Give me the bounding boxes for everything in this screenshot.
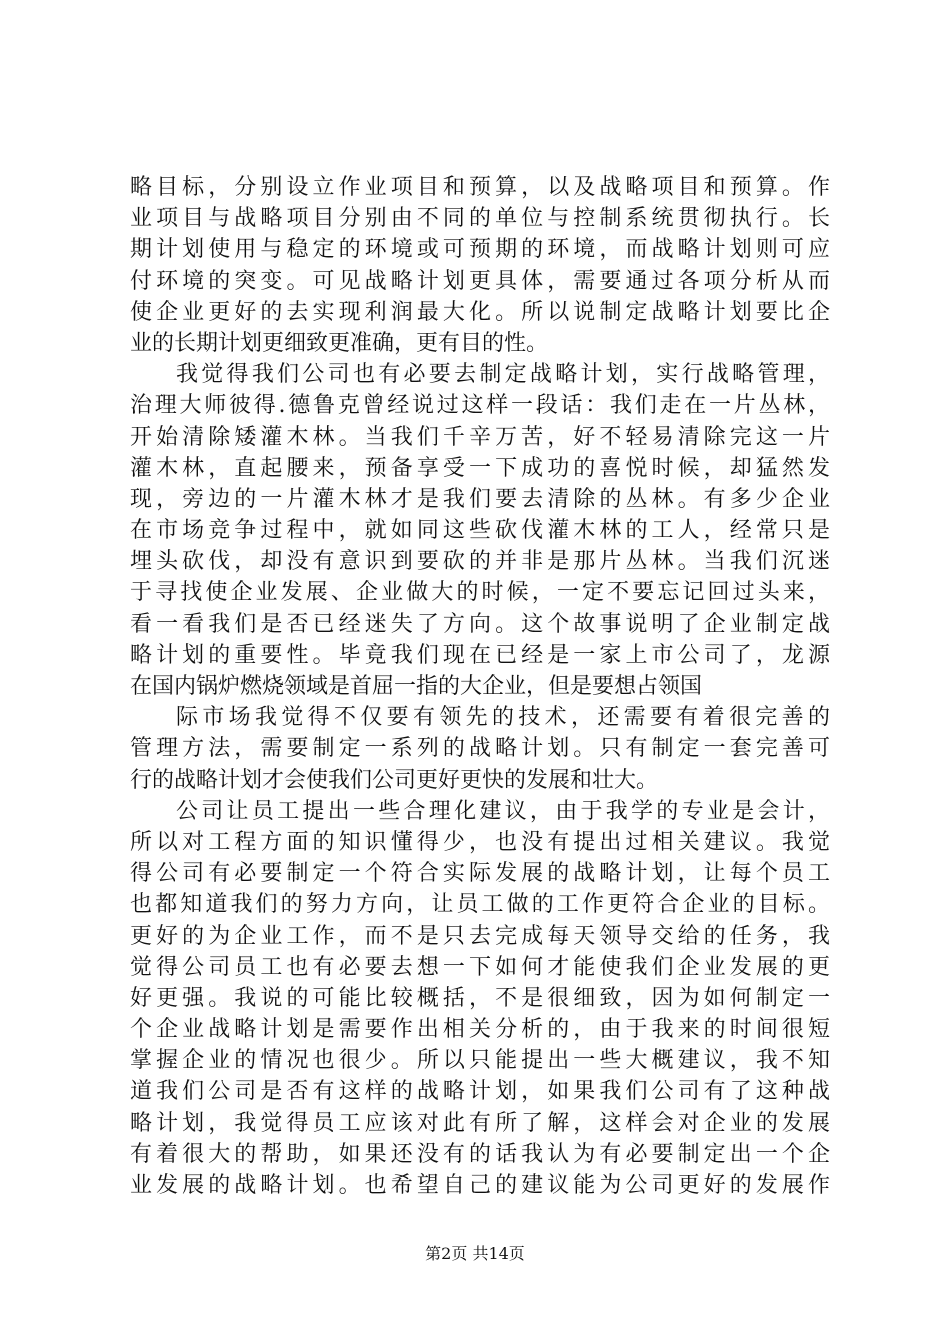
text-line: 略目标，分别设立作业项目和预算，以及战略项目和预算。作 [130,175,830,200]
text-line: 觉得公司员工也有必要去想一下如何才能使我们企业发展的更 [130,954,830,980]
text-line: 更好的为企业工作，而不是只去完成每天领导交给的任务，我 [130,923,830,949]
text-line: 看一看我们是否已经迷失了方向。这个故事说明了企业制定战 [130,611,830,637]
text-line: 公司让员工提出一些合理化建议，由于我学的专业是会计， [176,798,830,824]
text-line: 道我们公司是否有这样的战略计划，如果我们公司有了这种战 [130,1079,830,1105]
text-line: 所以对工程方面的知识懂得少，也没有提出过相关建议。我觉 [130,829,830,855]
text-line: 于寻找使企业发展、企业做大的时候，一定不要忘记回过头来， [130,580,830,606]
text-line: 业项目与战略项目分别由不同的单位与控制系统贯彻执行。长 [130,206,830,232]
page-number-footer: 第2页 共14页 [425,1244,525,1263]
text-line: 管理方法，需要制定一系列的战略计划。只有制定一套完善可 [130,736,830,762]
text-line: 得公司有必要制定一个符合实际发展的战略计划，让每个员工 [130,861,830,887]
text-line: 使企业更好的去实现利润最大化。所以说制定战略计划要比企 [130,299,830,325]
text-line: 灌木林，直起腰来，预备享受一下成功的喜悦时候，却猛然发 [130,455,830,481]
text-line: 业的长期计划更细致更准确，更有目的性。 [130,330,549,356]
text-line: 开始清除矮灌木林。当我们千辛万苦，好不轻易清除完这一片 [130,424,830,450]
text-line: 业发展的战略计划。也希望自己的建议能为公司更好的发展作 [130,1173,830,1198]
text-line: 略计划，我觉得员工应该对此有所了解，这样会对企业的发展 [130,1110,830,1136]
text-line: 我觉得我们公司也有必要去制定战略计划，实行战略管理， [176,362,830,388]
text-line: 现，旁边的一片灌木林才是我们要去清除的丛林。有多少企业 [130,486,830,512]
text-line: 期计划使用与稳定的环境或可预期的环境，而战略计划则可应 [130,237,830,263]
text-line: 有着很大的帮助，如果还没有的话我认为有必要制定出一个企 [130,1141,830,1167]
text-line: 埋头砍伐，却没有意识到要砍的并非是那片丛林。当我们沉迷 [130,549,830,575]
text-line: 略计划的重要性。毕竟我们现在已经是一家上市公司了，龙源 [130,642,830,668]
body-text [130,172,830,1201]
text-line: 在市场竞争过程中，就如同这些砍伐灌木林的工人，经常只是 [130,518,830,544]
text-line: 掌握企业的情况也很少。所以只能提出一些大概建议，我不知 [130,1048,830,1074]
text-line: 个企业战略计划是需要作出相关分析的，由于我来的时间很短 [130,1017,830,1043]
text-line: 行的战略计划才会使我们公司更好更快的发展和壮大。 [130,767,659,793]
text-line: 治理大师彼得.德鲁克曾经说过这样一段话：我们走在一片丛林， [130,393,830,419]
text-line: 好更强。我说的可能比较概括，不是很细致，因为如何制定一 [130,985,830,1011]
text-line: 付环境的突变。可见战略计划更具体，需要通过各项分析从而 [130,268,830,294]
text-line: 际市场我觉得不仅要有领先的技术，还需要有着很完善的 [176,705,830,731]
text-line: 也都知道我们的努力方向，让员工做的工作更符合企业的目标。 [130,892,830,918]
text-line: 在国内锅炉燃烧领域是首屈一指的大企业，但是要想占领国 [130,674,703,699]
